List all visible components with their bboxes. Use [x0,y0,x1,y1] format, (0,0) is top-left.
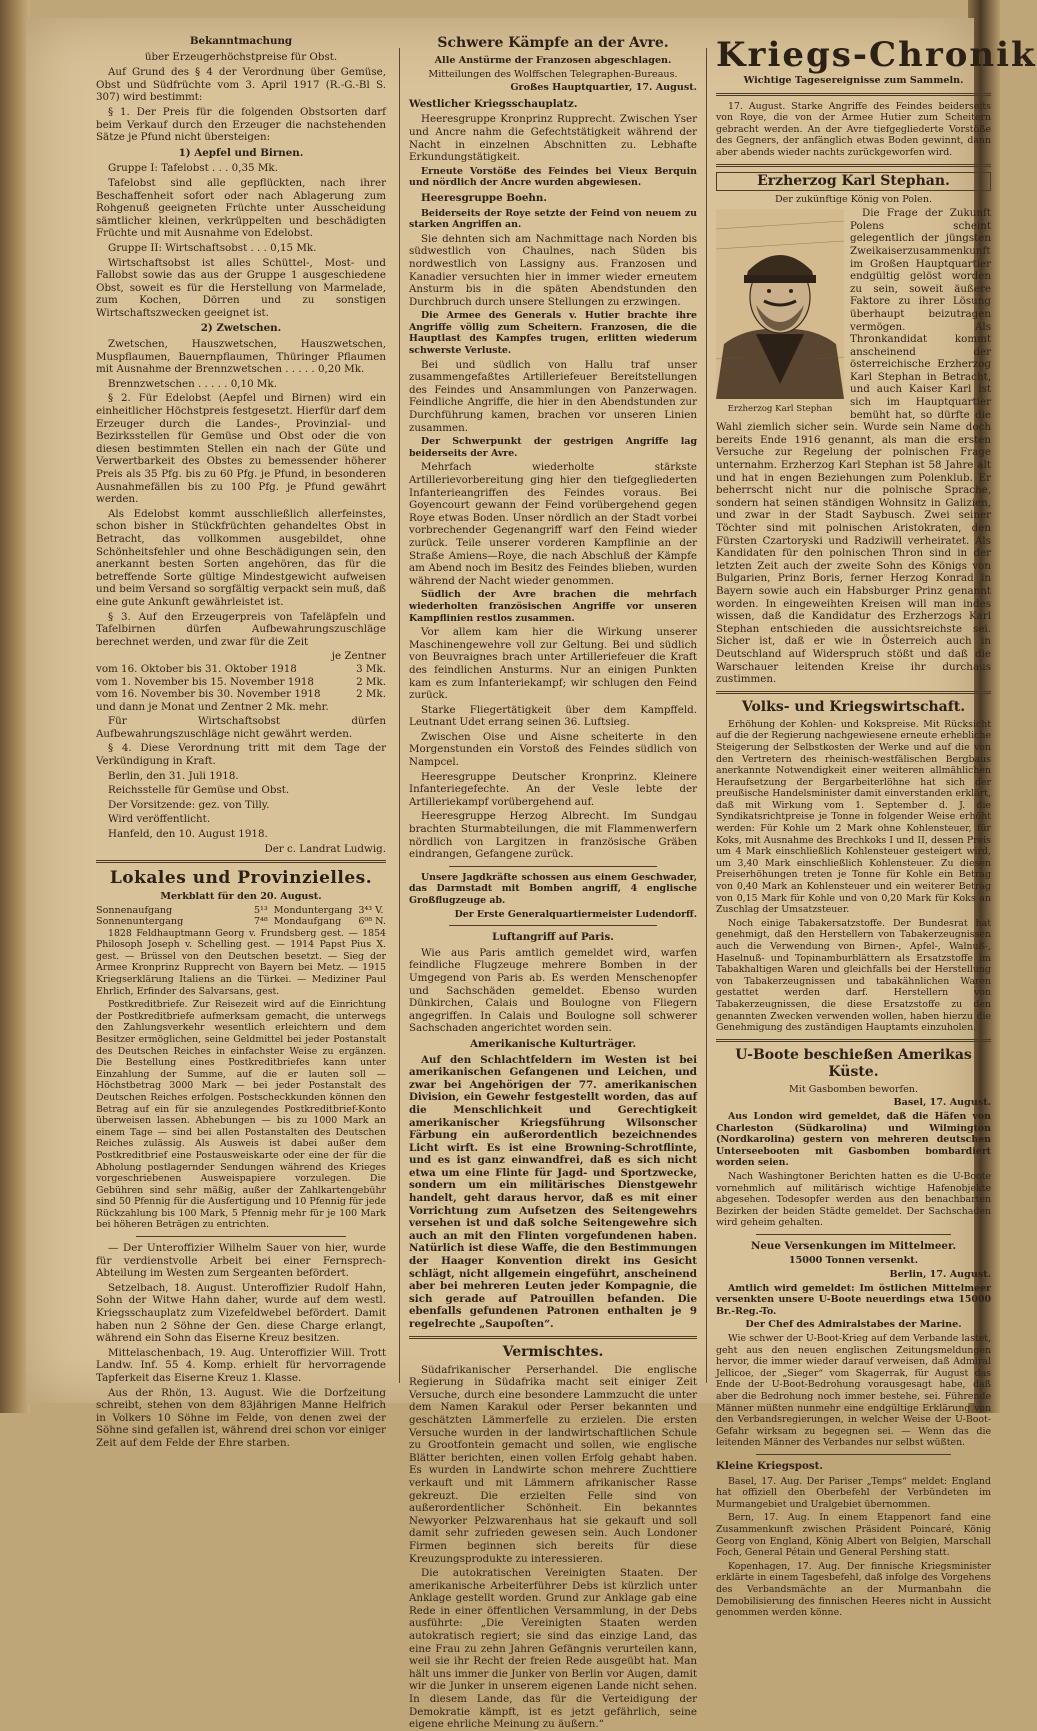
table-cell: 7⁴⁸ [253,916,268,928]
paragraph: Wie schwer der U-Boot-Krieg auf dem Verbande lastet, geht aus den neuen englischen Zeitungsmeldungen hervor, die immer wieder darauf verweisen, daß Admiral Jellicoe, der „Sieger“ vom Skagerrak, für August das Ende der U-Boot-Bedrohung vorausgesagt habe, daß aber die Bedrohung noch immer bestehe, sei. Führende Männer müßten nunmehr eine endgültige Erklärung von den Verbandsregierungen, in welcher Weise der U-Boot-Gefahr wirksam zu begegnen sei. — Wenn das die leitenden Männer des Verbandes nur selbst wüßten. [716,1333,991,1449]
paragraph: Aus der Rhön, 13. August. Wie die Dorfzeitung schreibt, stehen von dem 83jährigen Manne Helfrich in Volkers 10 Söhne im Felde, von denen zwei der Söhne sind gefallen ist, während drei schon vor einiger Zeit auf dem Felde der Ehre starben. [96,1386,386,1449]
paragraph: Für Wirtschaftsobst dürfen Aufbewahrungszuschläge nicht gewährt werden. [96,715,386,740]
divider [409,1336,697,1339]
paragraph: Postkreditbriefe. Zur Reisezeit wird auf die Einrichtung der Postkreditbriefe aufmerksam gemacht, die unterwegs den Zahlungsverkehr wesentlich erleichtern und dem Besitzer ermöglichen, seine Geldmittel bei jeder Postanstalt des Deutschen Reiches in einfachster Weise zu ergänzen. Die Bestellung eines Postkreditbriefes kann unter Einzahlung der Summe, auf die er lauten soll — Höchstbetrag 3000 Mark — bei jeder Postanstalt des Deutschen Reiches erfolgen. Postscheckkunden können den Betrag auf ein für sie anzulegendes Postkreditbrief-Konto überweisen lassen. Abhebungen — bis zu 1000 Mark an einem Tage — sind bei allen Postanstalten des Deutschen Reiches zulässig. Als Ausweis ist dabei außer dem Postkreditbrief eine Postausweiskarte oder eine der für die Abholung postlagernder Sendungen während des Krieges vorgeschriebenen Ausweispapiere vorzulegen. Die Gebühren sind sehr mäßig, außer der Zahlkartengebühr sind 50 Pfennig für die Ausfertigung und 10 Pfennig für jede Rückzahlung bis 100 Mark, 5 Pfennig mehr für je 100 Mark bei höheren Beträgen zu entrichten. [96,999,386,1231]
announcement-subtitle: über Erzeugerhöchstpreise für Obst. [144,50,338,63]
paragraph: Der Vorsitzende: gez. von Tilly. [108,798,270,811]
sun-moon-table [96,905,386,928]
uboat-subtitle: Mit Gasbomben beworfen. [788,1083,918,1095]
price-row [96,663,386,676]
paragraph: Südlich der Avre brachen die mehrfach wiederholten französischen Angriffe vor unseren Kampflinien restlos zusammen. [409,589,697,624]
war-report-subtitle: Alle Anstürme der Franzosen abgeschlagen. [434,55,672,66]
war-report-title: Schwere Kämpfe an der Avre. [437,35,669,51]
column-2 [409,32,697,1731]
paragraph: Amtlich wird gemeldet: Im östlichen Mittelmeer versenkten unsere U-Boote neuerdings etwa 15000 Br.-Reg.-To. [716,1282,991,1317]
divider [756,1234,951,1235]
paragraph: Erhöhung der Kohlen- und Kokspreise. Mit Rücksicht auf die der Regierung nachgewiesene erneute erhebliche Steigerung der Selbstkosten der Werke und auf die von den Vertretern des rheinisch-westfälischen Bergbaus anerkannte Notwendigkeit einer weiteren allmählichen Heraufsetzung der Bergarbeiterlöhne hat sich der preußische Handelsminister damit einverstanden erklärt, daß mit Wirkung vom 1. September d. J. die Syndikatsrichtpreise je Tonne in folgender Weise erhöht werden: Für Kohle um 2 Mark ohne Kohlensteuer, für Koks, mit Ausnahme des Brechkoks I und II, dessen Preis um 4 Mark einschließlich Kohlensteuer gesteigert wird, um 3,40 Mark einschließlich Kohlensteuer. Zu diesen Preiserhöhungen treten je Tonne für Kohle ein Betrag von 0,40 Mark an Kohlensteuer und ein weiterer Betrag von 0,15 Mark für Kohle und von 0,20 Mark für Koks an Zuschlag der Umsatzsteuer. [716,718,991,916]
paragraph: Gruppe II: Wirtschaftsobst . . . 0,15 Mk. [108,241,317,254]
paragraph: Mittelaschenbach, 19. Aug. Unteroffizier Will. Trott Landw. Inf. 55 4. Komp. erhielt für hervorragende Tapferkeit das Eiserne Kreuz 1. Klasse. [96,1346,386,1384]
divider [449,866,657,867]
paragraph: Der Schwerpunkt der gestrigen Angriffe lag beiderseits der Avre. [409,436,697,459]
paragraph: Der c. Landrat Ludwig. [264,842,386,855]
column-3 [716,32,1037,1619]
section-heading: Kleine Kriegspost. [716,1459,823,1472]
price-period: vom 16. Oktober bis 31. Oktober 1918 [96,662,297,675]
paragraph: — Der Unteroffizier Wilhelm Sauer von hier, wurde für verdienstvolle Arbeit bei einer Fernsprech-Abteilung im Westen zum Sergeanten befördert. [96,1242,386,1280]
section-heading: Heeresgruppe Boehn. [421,191,547,204]
local-news-title: Lokales und Provinzielles. [109,868,373,889]
war-chronicle-masthead [716,35,1037,75]
archduke-title: Erzherzog Karl Stephan. [716,172,991,191]
paragraph: Aus London wird gemeldet, daß die Häfen von Charleston (Südkarolina) und Wilmington (Nordkarolina) gestern von mehreren deutschen Unterseebooten mit Gasbomben bombardiert worden seien. [716,1110,991,1169]
section-heading: 1) Aepfel und Birnen. [178,146,304,159]
paragraph: § 3. Auf den Erzeugerpreis von Tafeläpfeln und Tafelbirnen dürfen Aufbewahrungszuschläge berechnet werden, und zwar für die Zeit [96,610,386,648]
paragraph: Unsere Jagdkräfte schossen aus einem Geschwader, das Darmstadt mit Bomben angriff, 4 englische Großflugzeuge ab. [409,871,697,906]
divider [716,93,991,96]
war-report-dateline: Großes Hauptquartier, 17. August. [510,82,697,94]
paragraph: Bei und südlich von Hallu traf unser zusammengefaßtes Artilleriefeuer Bereitstellungen des Feindes und Ansammlungen von Panzerwagen. Feindliche Angriffe, die hier in den Abendstunden zur Durchführung kamen, brachen vor unseren Linien zusammen. [409,358,697,434]
paragraph: Tafelobst sind alle gepflückten, nach ihrer Beschaffenheit sofort oder nach Ablagerung zum Rohgenuß geeigneten Früchte unter Ausscheidung sämtlicher kleinen, verkrüppelten und beschädigten Früchte und mit Ausnahme von Edelobst. [96,176,386,240]
price-row [96,676,386,689]
divider [716,1039,991,1042]
war-chronicle-title: Kriegs-Chronik [716,35,1037,75]
paragraph: Hanfeld, den 10. August 1918. [108,828,268,841]
paragraph: Mehrfach wiederholte stärkste Artillerievorbereitung ging hier den tiefgegliederten Infanterieangriffen des Feindes voraus. Bei Goyencourt gewann der Feind vorübergehend gegen Roye etwas Boden. Unser nördlich an der Stadt vorbei vorbrechender Gegenangriff warf den Feind wieder zurück. Teile unserer vorderen Kampflinie an der Straße Amiens—Roye, die nach Abschluß der Kämpfe am Abend noch im Besitz des Feindes blieben, wurden während der Nacht wieder genommen. [409,461,697,587]
table-cell: Monduntergang [273,904,353,916]
local-news-subtitle: Merkblatt für den 20. August. [160,891,322,903]
paragraph: Heeresgruppe Deutscher Kronprinz. Kleinere Infanteriegefechte. An der Vesle lebte der Artilleriekampf vorübergehend auf. [409,770,697,808]
paragraph: Wirtschaftsobst ist alles Schüttel-, Most- und Fallobst sowie das aus der Gruppe 1 ausgeschiedene Obst, soweit es für die Herstellung von Marmelade, zum Kochen, Dörren und zu sonstigen Wirtschaftszwecken geeignet ist. [96,256,386,319]
price-row [96,688,386,701]
uboat-dateline: Basel, 17. August. [893,1097,991,1109]
price-header: je Zentner [331,650,386,663]
paragraph: Berlin, den 31. Juli 1918. [108,769,239,782]
paragraph: Vor allem kam hier die Wirkung unserer Maschinengewehre voll zur Geltung. Bei und südlich von Beuvraignes brach unter Artilleriefeuer die Kraft des feindlichen Ansturms. Nur an einigen Punkten kam es zum Infanteriekampf; wir schlugen den Feind zurück. [409,626,697,702]
price-value: 2 Mk. [356,675,386,688]
paragraph: Beiderseits der Roye setzte der Feind von neuem zu starken Angriffen an. [409,207,697,231]
section-heading: Neue Versenkungen im Mittelmeer. [750,1239,957,1252]
paragraph: Die autokratischen Vereinigten Staaten. Der amerikanische Arbeiterführer Debs ist kürzlich unter Anklage gestellt worden. Grund zur Anklage gab eine Rede in einer öffentlichen Versammlung, in der Debs ausführte: „Die Vereinigten Staaten werden autokratisch regiert; sie sind das einzige Land, das eine Frau zu zehn Jahren Gefängnis verurteilen kann, weil sie ihr Recht der freien Rede ausgeübt hat. Man hält uns immer die Junker von Berlin vor Augen, damit wir die Junker in unserem eigenen Lande nicht sehen. In diesem Lande, das für die Verteidigung der Demokratie kämpft, ist es jetzt gefährlich, seine eigene ehrliche Meinung zu äußern.“ [409,1567,697,1731]
price-value: 2 Mk. [356,688,386,701]
section-heading: Westlicher Kriegsschauplatz. [409,97,578,110]
paragraph: Gruppe I: Tafelobst . . . 0,35 Mk. [108,162,278,175]
divider [449,925,657,926]
signature-line: Der Erste Generalquartiermeister Ludendorff. [454,908,697,920]
paragraph: Die Frage der Zukunft Polens scheint gelegentlich der jüngsten Zweikaiserzusammenkunft im Großen Hauptquartier endgültig gelöst worden zu sein, soweit äußere Faktore zu ihrer Lösung überhaupt beizutragen vermögen. Als Thronkandidat kommt anscheinend der österreichische Erzherzog Karl Stephan in Betracht, und auch Kaiser Karl ist sich im Hauptquartier bemüht hat, so dürfte die Wahl ziemlich sicher sein. Wurde sein Name doch bereits Ende 1916 genannt, als man die ersten Versuche zur Regelung der polnischen Frage unternahm. Erzherzog Karl Stephan ist 58 Jahre alt und hat in engen Beziehungen zum Polenklub. Er beherrscht nicht nur die polnische Sprache, sondern hat seinen ständigen Wohnsitz in Galizien, und zwar in der Stadt Saybusch. Zwei seiner Töchter sind mit polnischen Aristokraten, den Fürsten Czartoryski und Radziwill verheiratet. Als Kandidaten für den polnischen Thron sind in der letzten Zeit auch der zweite Sohn des Königs von Bulgarien, Prinz Boris, ferner Herzog Konrad in Bayern sowie auch ein Habsburger Prinz genannt worden. In eingeweihten Kreisen will man indes wissen, daß die Kandidatur des Erzherzogs Karl Stephan entschieden die aussichtsreichste sei. Sicher ist, daß er wie in Österreich auch in Deutschland auf Widerspruch stößt und daß die Warschauer leitenden Kreise ihr durchaus zustimmen. [716,207,991,686]
newspaper-page [26,18,1037,1731]
war-report-source: Mitteilungen des Wolffschen Telegraphen-Bureaus. [428,68,678,80]
paragraph: und dann je Monat und Zentner 2 Mk. mehr. [96,700,329,713]
paragraph: Noch einige Tabakersatzstoffe. Der Bundesrat hat genehmigt, daß den Herstellern von Tabakerzeugnissen auch die Verwendung von Birnen-, Apfel-, Walnuß-, Haselnuß- und Topinamburblättern als Ersatzstoffe im Tabakhaltigen Waren und gleichfalls bei der Herstellung von Tabakerzeugnissen und tabakähnlichen Waren gestattet werden darf. Herstellern von Tabakerzeugnissen, die diese Ersatzstoffe zu den genannten Zwecken verwenden wollen, haben hierzu die Genehmigung des zuständigen Hauptamts einzuholen. [716,917,991,1034]
paragraph: Als Edelobst kommt ausschließlich allerfeinstes, schon bisher in Stückfrüchten gehandeltes Obst in Betracht, das vollkommen ausgebildet, ohne Schönheitsfehler und ohne Beschädigungen sein, den anerkannt besten Sorten angehören, das für die betreffende Sorte gültige Mindestgewicht aufweisen und beim Versand so sorgfältig verpackt sein muß, daß eine gute Ankunft gewährleistet ist. [96,507,386,608]
paragraph: Zwetschen, Hauszwetschen, Hauszwetschen, Muspflaumen, Bauernpflaumen, Thüringer Pflaumen mit Ausnahme der Brennzwetschen . . . . . 0,20 Mk. [96,338,386,376]
price-period: vom 16. November bis 30. November 1918 [96,688,321,701]
paragraph: Brennzwetschen . . . . . 0,10 Mk. [108,377,277,390]
economy-title: Volks- und Kriegswirtschaft. [741,698,966,715]
announcement-title: Bekanntmachung [189,35,293,47]
uboat-title: U-Boote beschießen Amerikas Küste. [735,1046,972,1080]
paragraph: Auf Grund des § 4 der Verordnung über Gemüse, Obst und Südfrüchte vom 3. April 1917 (R.-G.-Bl S. 307) wird bestimmt: [96,66,386,104]
portrait-caption: Erzherzog Karl Stephan [727,403,833,414]
column-rule [706,48,707,1383]
table-cell: Sonnenaufgang [96,904,173,916]
table-cell: Mondaufgang [273,916,342,928]
paragraph: 17. August. Starke Angriffe des Feindes beiderseits von Roye, die von der Armee Hutier zum Scheitern gebracht werden. An der Avre tiefgegliederte Vorstöße des Gegners, der anfänglich etwas Boden gewinnt, dann aber abends wieder nachts zurückgeworfen wird. [716,100,991,158]
section-heading: Amerikanische Kulturträger. [469,1037,637,1050]
archduke-subtitle: Der zukünftige König von Polen. [774,193,933,205]
section-subheading: 15000 Tonnen versenkt. [788,1255,919,1267]
paragraph: Heeresgruppe Kronprinz Rupprecht. Zwischen Yser und Ancre nahm die Gefechtstätigkeit während der Nacht in einzelnen Abschnitten zu. Lebhafte Erkundungstätigkeit. [409,113,697,164]
section-heading: 2) Zwetschen. [200,322,282,335]
paragraph: Erneute Vorstöße des Feindes bei Vieux Berquin und nördlich der Ancre wurden abgewiesen. [409,165,697,189]
divider [136,1236,346,1237]
section-heading: Luftangriff auf Paris. [492,931,614,944]
divider [756,1454,951,1455]
table-cell: 5¹³ [253,904,268,916]
paragraph: § 1. Der Preis für die folgenden Obstsorten darf beim Verkauf durch den Erzeuger die nachstehenden Sätze je Pfund nicht übersteigen: [96,105,386,144]
paragraph: Die Armee des Generals v. Hutier brachte ihre Angriffe völlig zum Scheitern. Franzosen, die die Hauptlast des Kampfes trugen, erlitten wiederum schwerste Verluste. [409,310,697,357]
price-period: vom 1. November bis 15. November 1918 [96,675,314,688]
paragraph: Heeresgruppe Herzog Albrecht. Im Sundgau brachten Sturmabteilungen, die mit Flammenwerfern nördlich von Largitzen in französische Gräben eindrangen, Gefangene zurück. [409,810,697,861]
portrait-illustration-icon [716,209,844,399]
misc-title: Vermischtes. [502,1343,604,1360]
divider [716,164,991,167]
paragraph: Starke Fliegertätigkeit über dem Kampffeld. Leutnant Udet errang seinen 36. Luftsieg. [409,703,697,729]
table-cell: Sonnenuntergang [96,916,184,928]
paragraph: Sie dehnten sich am Nachmittage nach Norden bis südwestlich von Chaulnes, nach Süden bis nordwestlich von Lassigny aus. Franzosen und Kanadier versuchten hier in immer wieder erneutem Ansturm bis in die späten Abendstunden den Durchbruch durch unsere Stellungen zu erzwingen. [409,232,697,308]
price-value: 3 Mk. [356,662,386,675]
table-cell: 6⁰⁸ N. [358,916,386,928]
signature-line: Der Chef des Admiralstabes der Marine. [745,1319,962,1331]
table-cell: 3⁴³ V. [358,904,384,916]
paragraph: Auf den Schlachtfeldern im Westen ist bei amerikanischen Gefangenen und Leichen, und zwar bei Angehörigen der 77. amerikanischen Division, ein Gewehr festgestellt worden, das auf die Menschlichkeit und Gerechtigkeit amerikanischer Kriegsführung Wilsonscher Färbung ein außerordentlich bezeichnendes Licht wirft. Es ist eine Browning-Schrotflinte, und es ist ganz einwandfrei, daß es sich nicht etwa um eine Flinte für Jagd- und Sportzwecke, sondern um ein militärisches Dienstgewehr handelt, geht daraus hervor, daß es mit einer Vorrichtung zum Aufsetzen des Seitengewehrs versehen ist und daß solche Seitengewehre sich auch an mit den Flinten vorgefundenen haben. Natürlich ist diese Waffe, die den Bestimmungen der Haager Konvention direkt ins Gesicht schlägt, nicht allgemein eingeführt, anscheinend aber bei mehreren Leuten jeder Kompagnie, die sich gerade auf Patrouillen befanden. Die ebenfalls gefundenen Patronen enthalten je 9 regelrechte „Saupoſten“. [409,1053,697,1330]
divider [716,691,991,694]
paragraph: 1828 Feldhauptmann Georg v. Frundsberg gest. — 1854 Philosoph Joseph v. Schelling gest. — 1914 Papst Pius X. gest. — Brüssel von den Deutschen besetzt. — Sieg der Armee Kronprinz Rupprecht von Bayern bei Metz. — 1915 Kriegserklärung Italiens an die Türkei. — Mediziner Paul Ehrlich, Erfinder des Salvarsans, gest. [96,927,386,997]
paragraph: Basel, 17. Aug. Der Pariser „Temps“ meldet: England hat offiziell den Oberbefehl der Verbündeten im Murmangebiet und Uralgebiet übernommen. [716,1475,991,1510]
divider [96,860,386,863]
archduke-portrait [716,209,844,414]
paragraph: Wie aus Paris amtlich gemeldet wird, warfen feindliche Flugzeuge mehrere Bomben in der Umgegend von Paris ab. Es werden Menschenopfer und Sachschäden gemeldet. Ebenso wurden Dünkirchen, Calais und Boulogne von Fliegern angegriffen. In Calais und Boulogne soll schwerer Sachschaden angerichtet worden sein. [409,946,697,1035]
column-rule [399,48,400,1383]
column-1 [96,32,386,1449]
war-chronicle-subtitle: Wichtige Tagesereignisse zum Sammeln. [743,75,964,86]
paragraph: Wird veröffentlicht. [108,813,211,826]
paragraph: Kopenhagen, 17. Aug. Der finnische Kriegsminister erklärte in einem Tagesbefehl, daß infolge des Vorgehens des Verbandsmächte an der Murmanbahn die Demobilisierung des finnischen Heeres nicht in Aussicht genommen werden könne. [716,1560,991,1619]
paragraph: Südafrikanischer Perserhandel. Die englische Regierung in Südafrika macht seit einiger Zeit Versuche, durch eine besondere Lammzucht die unter dem Namen Karakul oder Perser bekannten und geschätzten Lämmerfelle zu erzielen. Die ersten Versuche wurden in der landwirtschaftlichen Schule zu Grootfontein gemacht und sollen, wie englische Blätter berichten, einen vollen Erfolg gehabt haben. Es wurden in Landwirte schon mehrere Zuchttiere verkauft und mit Lämmern afrikanischer Rasse gekreuzt. Die erzielten Felle sind von außerordentlicher Schönheit. Ein bekanntes Newyorker Pelzwarenhaus hat sie gekauft und soll damit sehr zufrieden gewesen sein. Auch Londoner Firmen beginnen sich bereits für diese Kreuzungsprodukte zu interessieren. [409,1363,697,1565]
paragraph: § 4. Diese Verordnung tritt mit dem Tage der Verkündigung in Kraft. [96,742,386,768]
paragraph: Setzelbach, 18. August. Unteroffizier Rudolf Hahn, Sohn der Witwe Hahn daher, wurde auf dem westl. Kriegsschauplatz zum Vizefeldwebel befördert. Damit haben nun 2 Söhne der Gen. diese Charge erlangt, während ein Sohn das Eiserne Kreuz besitzen. [96,1281,386,1345]
paragraph: Bern, 17. Aug. In einem Etappenort fand eine Zusammenkunft zwischen Präsident Poincaré, König Georg von England, König Albert von Belgien, Marschall Foch, General Pétain und General Pershing statt. [716,1512,991,1559]
paragraph: Nach Washingtoner Berichten hatten es die U-Boote vornehmlich auf militärisch wichtige Hafenobjekte abgesehen. Todesopfer werden aus den benachbarten Bezirken der beiden Städte gemeldet. Der Sachschaden wird geheim gehalten. [716,1170,991,1229]
dateline: Berlin, 17. August. [889,1269,991,1281]
paragraph: Zwischen Oise und Aisne scheiterte in den Morgenstunden ein Vorstoß des Feindes südlich von Nampcel. [409,730,697,769]
paragraph: § 2. Für Edelobst (Aepfel und Birnen) wird ein einheitlicher Höchstpreis festgesetzt. Hierfür darf dem Erzeuger durch die Landes-, Provinzial- und Bezirksstellen für Gemüse und Obst oder die von diesen bestimmten Stellen ein nach der Güte und Verwertbarkeit des Obstes zu bemessender höherer Preis als 35 Pfg. bis zu 60 Pfg. je Pfund, in besonderen Ausnahmefällen bis zu 100 Pfg. je Pfund gewährt werden. [96,392,386,506]
paragraph: Reichsstelle für Gemüse und Obst. [108,784,290,797]
